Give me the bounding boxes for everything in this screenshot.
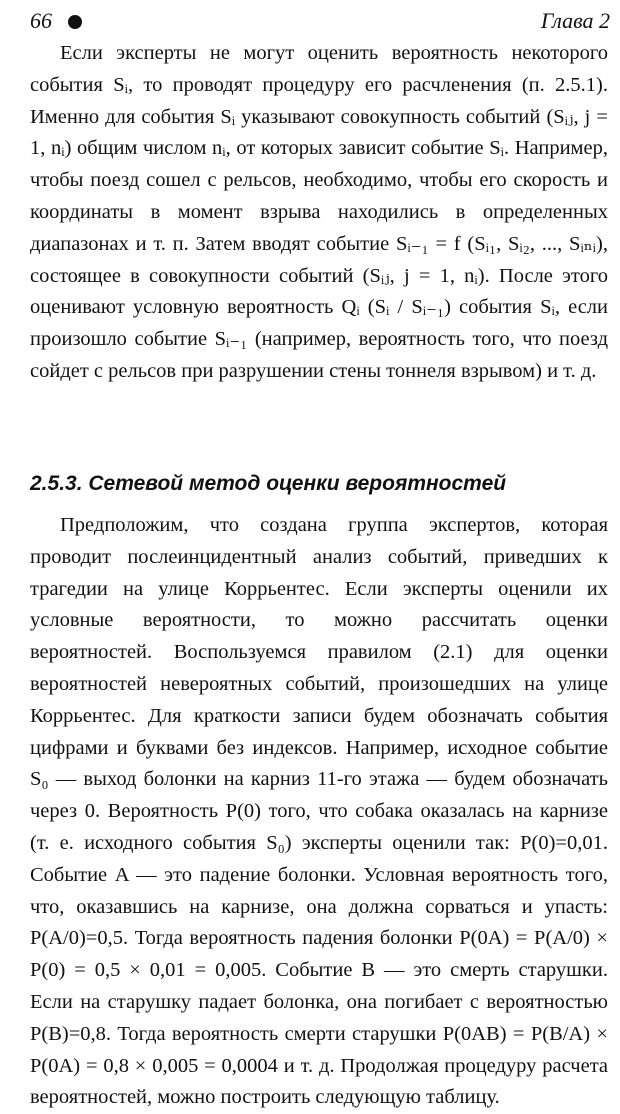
- paragraph-event-decomposition: Если эксперты не могут оценить вероятность некоторого события Sᵢ, то проводят процедуру его расчленения (п. 2.5.1). Именно для события Sᵢ указывают совокупность событий (Sᵢⱼ, j = 1, nᵢ) общим числом nᵢ, от которых зависит событие Sᵢ. Например, чтобы поезд сошел с рельсов, необходимо, чтобы его скорость и координаты в момент взрыва находились в определенных диапазонах и т. п. Затем вводят событие Sᵢ₋₁ = f (Sᵢ₁, Sᵢ₂, ..., Sᵢₙᵢ), состоящее в совокупности событий (Sᵢⱼ, j = 1, nᵢ). После этого оценивают условную вероятность Qᵢ (Sᵢ / Sᵢ₋₁) события Sᵢ, если произошло событие Sᵢ₋₁ (например, вероятность того, что поезд сойдет с рельсов при разрушении стены тоннеля взрывом) и т. д.: [30, 42, 608, 382]
- chapter-label: Глава 2: [540, 8, 610, 33]
- page-number: 66: [30, 8, 52, 33]
- book-page: [30, 0, 610, 1109]
- section-heading: 2.5.3. Сетевой метод оценки вероятностей: [30, 472, 507, 495]
- running-header: [30, 6, 610, 36]
- bullet-icon: [68, 15, 82, 29]
- paragraph-network-method: Предположим, что создана группа экспертов, которая проводит послеинцидентный анализ событий, приведших к трагедии на улице Коррьентес. Если эксперты оценили их условные вероятности, то можно рассчитать оценки вероятностей. Воспользуемся правилом (2.1) для оценки вероятностей невероятных событий, произошедших на улице Коррьентес. Для краткости записи будем обозначать события цифрами и буквами без индексов. Например, исходное событие S₀ — выход болонки на карниз 11-го этажа — будем обозначать через 0. Вероятность P(0) того, что собака оказалась на карнизе (т. е. исходного события S₀) эксперты оценили так: P(0)=0,01. Событие A — это падение болонки. Условная вероятность того, что, оказавшись на карнизе, она должна сорваться и упасть: P(A/0)=0,5. Тогда вероятность падения болонки P(0A) = P(A/0) × P(0) = 0,5 × 0,01 = 0,005. Событие B — это смерть старушки. Если на старушку падает болонка, она погибает с вероятностью P(B)=0,8. Тогда вероятность смерти старушки P(0AB) = P(B/A) × P(0A) = 0,8 × 0,005 = 0,0004 и т. д. Продолжая процедуру расчета вероятностей, можно построить следующую таблицу.: [30, 514, 608, 1109]
